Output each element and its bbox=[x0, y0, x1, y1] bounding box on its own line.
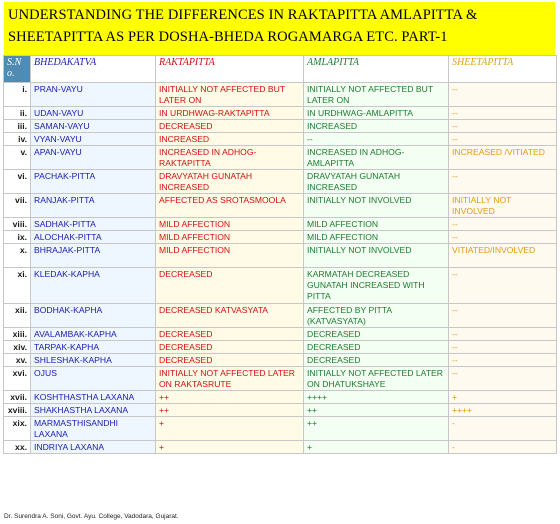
cell-sheetapitta: VITIATED/INVOLVED bbox=[449, 244, 557, 268]
cell-sno: xix. bbox=[4, 417, 31, 441]
column-header-raktapitta: RAKTAPITTA bbox=[156, 56, 304, 83]
cell-amlapitta: IN URDHWAG-AMLAPITTA bbox=[304, 107, 449, 120]
cell-bhedakatva: BODHAK-KAPHA bbox=[31, 304, 156, 328]
cell-sheetapitta: -- bbox=[449, 231, 557, 244]
table-row bbox=[4, 417, 557, 441]
cell-bhedakatva: ALOCHAK-PITTA bbox=[31, 231, 156, 244]
cell-bhedakatva: UDAN-VAYU bbox=[31, 107, 156, 120]
cell-sheetapitta: INCREASED /VITIATED bbox=[449, 146, 557, 170]
cell-raktapitta: + bbox=[156, 441, 304, 454]
cell-sno: x. bbox=[4, 244, 31, 268]
cell-amlapitta: + bbox=[304, 441, 449, 454]
table-row bbox=[4, 170, 557, 194]
cell-amlapitta: DRAVYATAH GUNATAH INCREASED bbox=[304, 170, 449, 194]
table-row bbox=[4, 328, 557, 341]
cell-sno: ix. bbox=[4, 231, 31, 244]
table-body bbox=[4, 83, 557, 454]
table-row bbox=[4, 367, 557, 391]
cell-sheetapitta: -- bbox=[449, 268, 557, 304]
cell-sheetapitta: - bbox=[449, 417, 557, 441]
table-row bbox=[4, 341, 557, 354]
column-header-bhedakatva: BHEDAKATVA bbox=[31, 56, 156, 83]
table-row bbox=[4, 231, 557, 244]
cell-amlapitta: ++++ bbox=[304, 391, 449, 404]
cell-sno: vi. bbox=[4, 170, 31, 194]
cell-raktapitta: INCREASED bbox=[156, 133, 304, 146]
cell-amlapitta: DECREASED bbox=[304, 354, 449, 367]
cell-amlapitta: INITIALLY NOT INVOLVED bbox=[304, 244, 449, 268]
cell-amlapitta: INITIALLY NOT AFFECTED LATER ON DHATUKSHAYE bbox=[304, 367, 449, 391]
table-row bbox=[4, 354, 557, 367]
cell-raktapitta: ++ bbox=[156, 391, 304, 404]
cell-amlapitta: -- bbox=[304, 133, 449, 146]
cell-sheetapitta: -- bbox=[449, 354, 557, 367]
cell-sno: vii. bbox=[4, 194, 31, 218]
cell-bhedakatva: SHLESHAK-KAPHA bbox=[31, 354, 156, 367]
cell-bhedakatva: PACHAK-PITTA bbox=[31, 170, 156, 194]
column-header-amlapitta: AMLAPITTA bbox=[304, 56, 449, 83]
cell-sheetapitta: INITIALLY NOT INVOLVED bbox=[449, 194, 557, 218]
cell-amlapitta: INITIALLY NOT INVOLVED bbox=[304, 194, 449, 218]
cell-raktapitta: AFFECTED AS SROTASMOOLA bbox=[156, 194, 304, 218]
cell-sno: xvii. bbox=[4, 391, 31, 404]
cell-amlapitta: KARMATAH DECREASED GUNATAH INCREASED WITH PITTA bbox=[304, 268, 449, 304]
column-header-sno: S.N o. bbox=[4, 56, 31, 83]
cell-amlapitta: AFFECTED BY PITTA (KATVASYATA) bbox=[304, 304, 449, 328]
cell-raktapitta: INITIALLY NOT AFFECTED BUT LATER ON bbox=[156, 83, 304, 107]
cell-raktapitta: DECREASED bbox=[156, 328, 304, 341]
cell-sheetapitta: + bbox=[449, 391, 557, 404]
cell-raktapitta: DECREASED bbox=[156, 268, 304, 304]
cell-raktapitta: DRAVYATAH GUNATAH INCREASED bbox=[156, 170, 304, 194]
cell-sheetapitta: - bbox=[449, 441, 557, 454]
cell-bhedakatva: OJUS bbox=[31, 367, 156, 391]
cell-raktapitta: DECREASED bbox=[156, 120, 304, 133]
cell-sno: xx. bbox=[4, 441, 31, 454]
table-row bbox=[4, 441, 557, 454]
cell-amlapitta: ++ bbox=[304, 417, 449, 441]
table-row bbox=[4, 304, 557, 328]
cell-amlapitta: INCREASED IN ADHOG-AMLAPITTA bbox=[304, 146, 449, 170]
cell-raktapitta: MILD AFFECTION bbox=[156, 218, 304, 231]
cell-sheetapitta: -- bbox=[449, 218, 557, 231]
table-row bbox=[4, 133, 557, 146]
cell-raktapitta: DECREASED bbox=[156, 354, 304, 367]
cell-bhedakatva: SADHAK-PITTA bbox=[31, 218, 156, 231]
table-row bbox=[4, 268, 557, 304]
cell-sno: xvi. bbox=[4, 367, 31, 391]
cell-raktapitta: DECREASED bbox=[156, 341, 304, 354]
comparison-table bbox=[3, 55, 557, 454]
cell-amlapitta: INCREASED bbox=[304, 120, 449, 133]
cell-sheetapitta: -- bbox=[449, 341, 557, 354]
table-row bbox=[4, 391, 557, 404]
column-header-sheetapitta: SHEETAPITTA bbox=[449, 56, 557, 83]
cell-raktapitta: MILD AFFECTION bbox=[156, 231, 304, 244]
cell-sheetapitta: -- bbox=[449, 304, 557, 328]
cell-sno: xi. bbox=[4, 268, 31, 304]
table-row bbox=[4, 244, 557, 268]
cell-bhedakatva: SHAKHASTHA LAXANA bbox=[31, 404, 156, 417]
cell-bhedakatva: AVALAMBAK-KAPHA bbox=[31, 328, 156, 341]
cell-raktapitta: + bbox=[156, 417, 304, 441]
cell-raktapitta: INITIALLY NOT AFFECTED LATER ON RAKTASRUTE bbox=[156, 367, 304, 391]
cell-sheetapitta: -- bbox=[449, 367, 557, 391]
cell-bhedakatva: APAN-VAYU bbox=[31, 146, 156, 170]
cell-raktapitta: ++ bbox=[156, 404, 304, 417]
cell-sno: i. bbox=[4, 83, 31, 107]
table-row bbox=[4, 194, 557, 218]
cell-amlapitta: ++ bbox=[304, 404, 449, 417]
cell-sno: xviii. bbox=[4, 404, 31, 417]
table-row bbox=[4, 404, 557, 417]
cell-sheetapitta: ++++ bbox=[449, 404, 557, 417]
table-row bbox=[4, 83, 557, 107]
title-line-1: UNDERSTANDING THE DIFFERENCES IN RAKTAPITTA AMLAPITTA & bbox=[8, 7, 478, 23]
table-row bbox=[4, 146, 557, 170]
cell-bhedakatva: TARPAK-KAPHA bbox=[31, 341, 156, 354]
cell-sno: ii. bbox=[4, 107, 31, 120]
table-row bbox=[4, 218, 557, 231]
cell-amlapitta: INITIALLY NOT AFFECTED BUT LATER ON bbox=[304, 83, 449, 107]
cell-amlapitta: DECREASED bbox=[304, 341, 449, 354]
table-row bbox=[4, 120, 557, 133]
cell-bhedakatva: INDRIYA LAXANA bbox=[31, 441, 156, 454]
cell-bhedakatva: VYAN-VAYU bbox=[31, 133, 156, 146]
cell-sheetapitta: -- bbox=[449, 170, 557, 194]
cell-raktapitta: INCREASED IN ADHOG-RAKTAPITTA bbox=[156, 146, 304, 170]
cell-sheetapitta: -- bbox=[449, 133, 557, 146]
cell-bhedakatva: SAMAN-VAYU bbox=[31, 120, 156, 133]
cell-bhedakatva: KLEDAK-KAPHA bbox=[31, 268, 156, 304]
cell-sheetapitta: -- bbox=[449, 83, 557, 107]
cell-raktapitta: MILD AFFECTION bbox=[156, 244, 304, 268]
table-header-row bbox=[4, 56, 557, 83]
cell-sheetapitta: -- bbox=[449, 120, 557, 133]
cell-sheetapitta: -- bbox=[449, 107, 557, 120]
cell-bhedakatva: RANJAK-PITTA bbox=[31, 194, 156, 218]
cell-raktapitta: DECREASED KATVASYATA bbox=[156, 304, 304, 328]
cell-sno: xv. bbox=[4, 354, 31, 367]
cell-sheetapitta: -- bbox=[449, 328, 557, 341]
author-footer: Dr. Surendra A. Soni, Govt. Ayu. College, Vadodara, Gujarat. bbox=[4, 513, 179, 520]
cell-sno: xiv. bbox=[4, 341, 31, 354]
cell-sno: v. bbox=[4, 146, 31, 170]
cell-sno: iv. bbox=[4, 133, 31, 146]
cell-bhedakatva: MARMASTHISANDHI LAXANA bbox=[31, 417, 156, 441]
cell-sno: xiii. bbox=[4, 328, 31, 341]
cell-sno: viii. bbox=[4, 218, 31, 231]
table-row bbox=[4, 107, 557, 120]
title-line-2: SHEETAPITTA AS PER DOSHA-BHEDA ROGAMARGA ETC. PART-1 bbox=[8, 29, 448, 45]
cell-bhedakatva: KOSHTHASTHA LAXANA bbox=[31, 391, 156, 404]
cell-amlapitta: MILD AFFECTION bbox=[304, 218, 449, 231]
cell-raktapitta: IN URDHWAG-RAKTAPITTA bbox=[156, 107, 304, 120]
title-banner bbox=[4, 2, 555, 58]
cell-amlapitta: MILD AFFECTION bbox=[304, 231, 449, 244]
cell-sno: iii. bbox=[4, 120, 31, 133]
cell-amlapitta: DECREASED bbox=[304, 328, 449, 341]
cell-sno: xii. bbox=[4, 304, 31, 328]
cell-bhedakatva: PRAN-VAYU bbox=[31, 83, 156, 107]
cell-bhedakatva: BHRAJAK-PITTA bbox=[31, 244, 156, 268]
